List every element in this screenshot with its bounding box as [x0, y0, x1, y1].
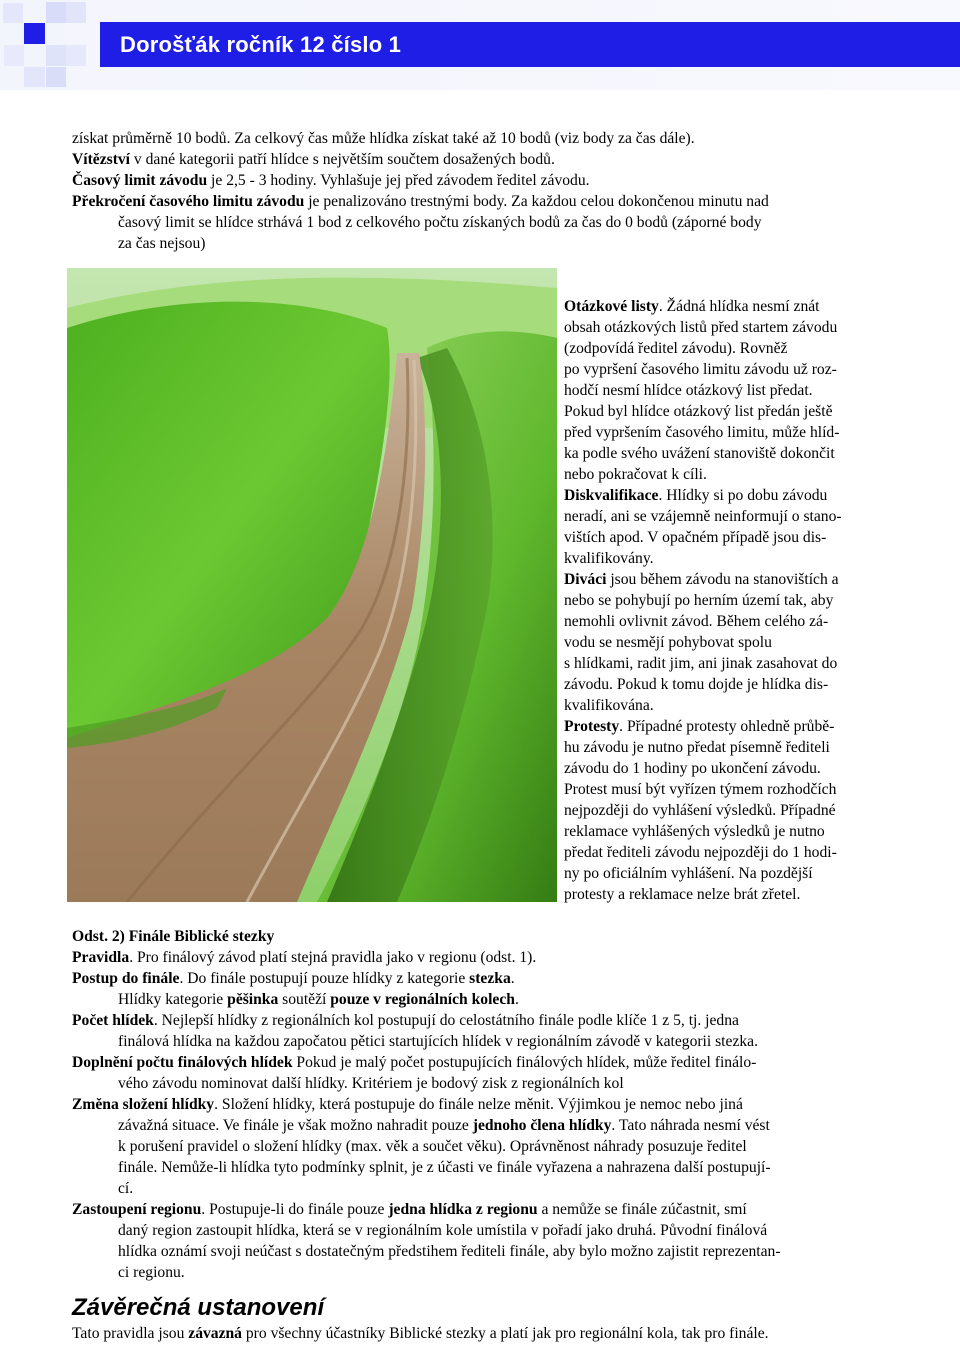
final-line: cí. — [118, 1180, 134, 1197]
final-line: Počet hlídek. Nejlepší hlídky z regionálních kol postupují do celostátního finále podle klíče 1 z 5, tj. jedna — [72, 1012, 739, 1029]
deco-square — [46, 67, 66, 87]
section-heading: Odst. 2) Finále Biblické stezky — [72, 928, 275, 945]
side-line: závodu do 1 hodiny po ukončení závodu. — [564, 760, 821, 777]
side-line: ny po oficiálním vyhlášení. Na pozdější — [564, 865, 813, 882]
side-line: Diváci jsou během závodu na stanovištích a — [564, 571, 839, 588]
side-line: kvalifikována. — [564, 697, 654, 714]
intro-line: Překročení časového limitu závodu je penalizováno trestnými body. Za každou celou dokončenou minutu nad — [72, 193, 769, 210]
side-line: nebo pokračovat k cíli. — [564, 466, 707, 483]
intro-line: Časový limit závodu je 2,5 - 3 hodiny. Vyhlašuje jej před závodem ředitel závodu. — [72, 172, 590, 189]
side-line: (zodpovídá ředitel závodu). Rovněž — [564, 340, 788, 357]
final-line: Změna složení hlídky. Složení hlídky, která postupuje do finále nelze měnit. Výjimkou je nemoc nebo jiná — [72, 1096, 743, 1113]
landscape-photo — [67, 268, 557, 902]
side-line: závodu. Pokud k tomu dojde je hlídka dis- — [564, 676, 829, 693]
side-line: vodu se nesmějí pohybovat spolu — [564, 634, 772, 651]
side-line: reklamace vyhlášených výsledků je nutno — [564, 823, 825, 840]
deco-square — [66, 45, 86, 66]
deco-square — [66, 2, 86, 23]
deco-square — [24, 67, 45, 87]
side-line: obsah otázkových listů před startem závodu — [564, 319, 838, 336]
final-line: finálová hlídka na každou započatou pětici startujících hlídek v regionálním závodě v kategorii stezka. — [118, 1033, 758, 1050]
deco-square — [3, 3, 23, 23]
side-line: protesty a reklamace nelze brát zřetel. — [564, 886, 801, 903]
deco-square — [4, 45, 24, 66]
intro-line: získat průměrně 10 bodů. Za celkový čas může hlídka získat také až 10 bodů (viz body za čas dále). — [72, 130, 695, 147]
side-line: s hlídkami, radit jim, ani jinak zasahovat do — [564, 655, 838, 672]
deco-square — [46, 45, 66, 66]
final-line: hlídka oznámí svoji neúčast s dostatečným předstihem řediteli finále, aby bylo možno zajistit reprezentan- — [118, 1243, 781, 1260]
side-line: Diskvalifikace. Hlídky si po dobu závodu — [564, 487, 828, 504]
side-line: po vypršení časového limitu závodu už roz- — [564, 361, 837, 378]
final-line: ci regionu. — [118, 1264, 185, 1281]
side-line: neradí, ani se vzájemně neinformují o stano- — [564, 508, 842, 525]
final-line: Zastoupení regionu. Postupuje-li do finále pouze jedna hlídka z regionu a nemůže se finále zúčastnit, smí — [72, 1201, 747, 1218]
intro-line: časový limit se hlídce strhává 1 bod z celkového počtu získaných bodů za čas do 0 bodů (záporné body — [118, 214, 762, 231]
side-line: ka podle svého uvážení stanoviště dokončit — [564, 445, 835, 462]
side-line: Protest musí být vyřízen týmem rozhodčích — [564, 781, 837, 798]
side-line: předat řediteli závodu nejpozději do 1 hodi- — [564, 844, 837, 861]
final-line: závažná situace. Ve finále je však možno nahradit pouze jednoho člena hlídky. Tato náhrada nesmí vést — [118, 1117, 770, 1134]
side-line: vištích apod. V opačném případě jsou dis- — [564, 529, 827, 546]
final-line: Hlídky kategorie pěšinka soutěží pouze v regionálních kolech. — [118, 991, 519, 1008]
side-line: hodčí nesmí hlídce otázkový list předat. — [564, 382, 813, 399]
side-line: Otázkové listy. Žádná hlídka nesmí znát — [564, 298, 820, 315]
closing-line: Tato pravidla jsou závazná pro všechny účastníky Biblické stezky a platí jak pro regionální kola, tak pro finále. — [72, 1325, 769, 1342]
final-line: Pravidla. Pro finálový závod platí stejná pravidla jako v regionu (odst. 1). — [72, 949, 537, 966]
final-line: k porušení pravidel o složení hlídky (max. věk a součet věku). Oprávněnost náhrady posuzuje ředitel — [118, 1138, 747, 1155]
deco-square — [24, 23, 45, 44]
side-line: nejpozději do vyhlášení výsledků. Případné — [564, 802, 836, 819]
page-title: Dorošťák ročník 12 číslo 1 — [120, 32, 402, 57]
final-line: Doplnění počtu finálových hlídek Pokud je malý počet postupujících finálových hlídek, může ředitel finálo- — [72, 1054, 757, 1071]
side-line: před vypršením časového limitu, může hlíd- — [564, 424, 840, 441]
closing-heading: Závěrečná ustanovení — [72, 1294, 325, 1321]
side-line: kvalifikovány. — [564, 550, 654, 567]
side-line: nemohli ovlivnit závod. Během celého zá- — [564, 613, 829, 630]
road-hills-illustration — [67, 268, 557, 902]
side-line: Pokud byl hlídce otázkový list předán ještě — [564, 403, 833, 420]
header-banner — [0, 0, 960, 90]
side-line: Protesty. Případné protesty ohledně průbě- — [564, 718, 835, 735]
intro-line: za čas nejsou) — [118, 235, 206, 252]
final-line: vého závodu nominovat další hlídky. Kritériem je bodový zisk z regionálních kol — [118, 1075, 624, 1092]
final-line: daný region zastoupit hlídka, která se v regionálním kole umístila v pořadí jako druhá. Původní finálová — [118, 1222, 768, 1239]
final-line: Postup do finále. Do finále postupují pouze hlídky z kategorie stezka. — [72, 970, 515, 987]
deco-square — [46, 2, 66, 23]
intro-line: Vítězství v dané kategorii patří hlídce s největším součtem dosažených bodů. — [72, 151, 555, 168]
side-line: hu závodu je nutno předat písemně řediteli — [564, 739, 830, 756]
final-line: finále. Nemůže-li hlídka tyto podmínky splnit, je z účasti ve finále vyřazena a nahrazena další postupují- — [118, 1159, 771, 1176]
side-line: nebo se pohybují po herním území tak, aby — [564, 592, 834, 609]
